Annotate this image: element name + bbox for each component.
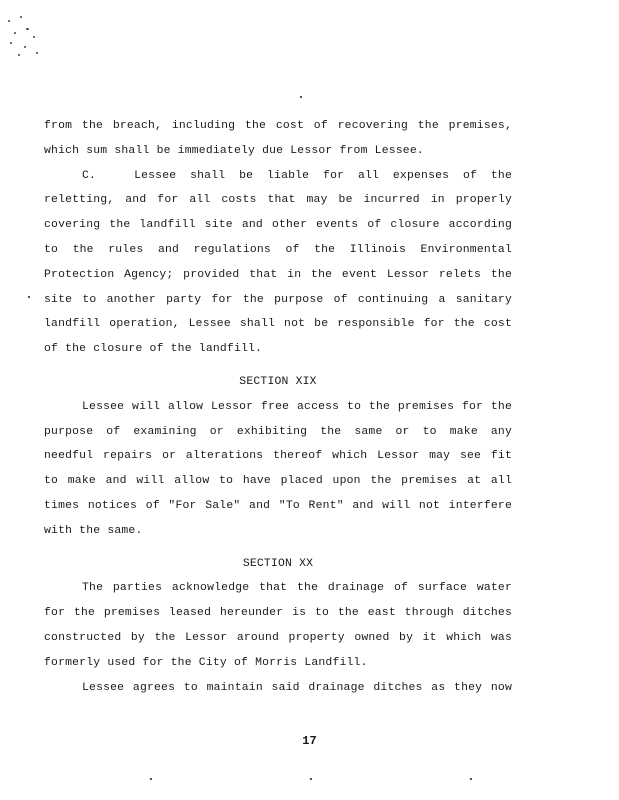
page-number: 17 bbox=[302, 734, 317, 748]
text-line: for the premises leased hereunder is to the east through ditches bbox=[44, 607, 512, 620]
text-line: with the same. bbox=[44, 524, 143, 537]
scan-dot bbox=[28, 296, 30, 298]
text-line: Lessee agrees to maintain said drainage ditches as they now bbox=[82, 681, 512, 694]
text-line: The parties acknowledge that the drainage of surface water bbox=[82, 582, 512, 595]
text-line bbox=[44, 164, 512, 189]
section-20-paragraph bbox=[44, 576, 512, 700]
scan-dot bbox=[300, 96, 302, 98]
text-line: to the rules and regulations of the Illinois Environmental bbox=[44, 243, 512, 256]
text-line: to make and will allow to have placed upon the premises at all bbox=[44, 475, 512, 488]
scan-dot bbox=[150, 778, 152, 780]
continued-paragraph bbox=[44, 114, 512, 164]
section-heading: SECTION XIX bbox=[239, 375, 317, 388]
document-body bbox=[44, 114, 512, 700]
paragraph-c bbox=[44, 164, 512, 362]
text-line: purpose of examining or exhibiting the same or to make any bbox=[44, 425, 512, 438]
text-line: covering the landfill site and other events of closure according bbox=[44, 219, 512, 232]
text-line: Protection Agency; provided that in the event Lessor relets the bbox=[44, 268, 512, 281]
paragraph-label: C. bbox=[82, 169, 97, 182]
text-line: which sum shall be immediately due Lessor from Lessee. bbox=[44, 144, 424, 157]
text-line: of the closure of the landfill. bbox=[44, 343, 263, 356]
text-line: reletting, and for all costs that may be incurred in properly bbox=[44, 194, 512, 207]
text-line: landfill operation, Lessee shall not be responsible for the cost bbox=[44, 318, 512, 331]
text-line: Lessee will allow Lessor free access to the premises for the bbox=[82, 400, 512, 413]
scan-noise bbox=[6, 14, 46, 59]
text-line: formerly used for the City of Morris Landfill. bbox=[44, 656, 368, 669]
scan-dot bbox=[310, 778, 312, 780]
section-heading: SECTION XX bbox=[242, 557, 314, 570]
scan-dot bbox=[470, 778, 472, 780]
text-line: times notices of "For Sale" and "To Rent" and will not interfere bbox=[44, 499, 512, 512]
text-line: site to another party for the purpose of continuing a sanitary bbox=[44, 293, 512, 306]
text-line: from the breach, including the cost of recovering the premises, bbox=[44, 120, 512, 132]
section-19-paragraph bbox=[44, 395, 512, 544]
text-line: needful repairs or alterations thereof which Lessor may see fit bbox=[44, 450, 512, 463]
text-line: constructed by the Lessor around property owned by it which was bbox=[44, 631, 512, 644]
text-fragment: Lessee shall be liable for all expenses of the bbox=[134, 169, 512, 182]
